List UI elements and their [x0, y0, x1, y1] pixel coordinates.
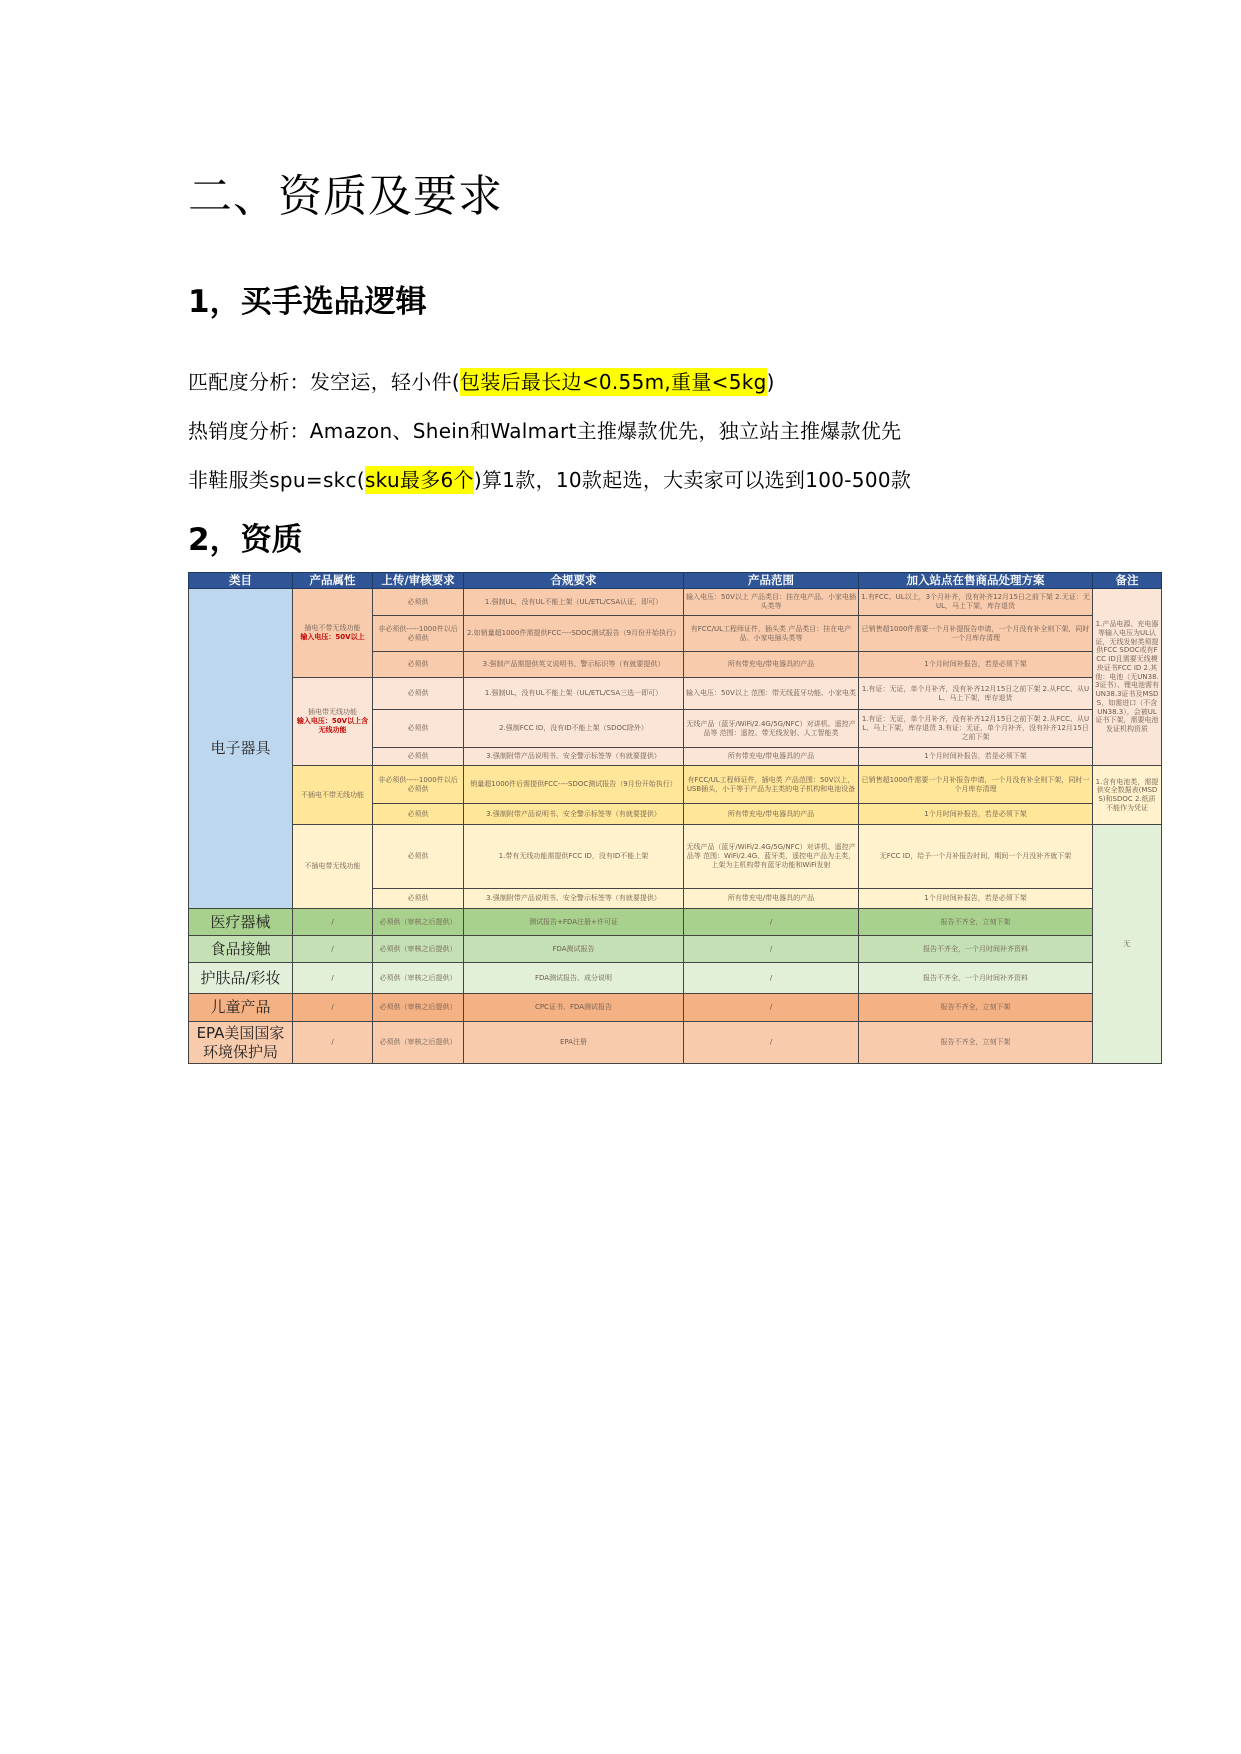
- header-upload-requirement: 上传/审核要求: [373, 573, 464, 589]
- header-handling-plan: 加入站点在售商品处理方案: [859, 573, 1093, 589]
- cell-scope: 输入电压：50V以上 范围：带无线蓝牙功能、小家电类: [684, 678, 859, 710]
- cell-attr: /: [293, 936, 373, 963]
- cell-compliance: 1.强制UL，没有UL不能上架（UL/ETL/CSA三选一即可）: [464, 678, 684, 710]
- paragraph-match-analysis: [188, 366, 775, 395]
- para1-highlight: 包装后最长边<0.55m,重量<5kg: [460, 370, 767, 394]
- cell-plan: 报告不齐全，立刻下架: [859, 994, 1093, 1022]
- cell-requirement: 必须供: [373, 710, 464, 748]
- section-title: 二、资质及要求: [188, 171, 503, 222]
- table-row: [189, 963, 1162, 994]
- attr-plugged-wireless: [293, 678, 373, 766]
- paragraph-sales-analysis: 热销度分析：Amazon、Shein和Walmart主推爆款优先，独立站主推爆款优先: [188, 419, 902, 443]
- cell-compliance: 销量超1000件后需提供FCC----SDOC测试报告（9月份开始执行）: [464, 766, 684, 804]
- para3-pre: 非鞋服类spu=skc(: [188, 468, 365, 492]
- attr-label: 插电带无线功能: [308, 708, 357, 717]
- cell-remark-other: 无: [1093, 825, 1162, 1064]
- cell-requirement: 必须供: [373, 889, 464, 909]
- table-row: [189, 1022, 1162, 1064]
- table-row: [189, 936, 1162, 963]
- cell-scope: /: [684, 994, 859, 1022]
- cell-compliance: 3.强制产品需提供英文说明书、警示标识等（有就要提供）: [464, 652, 684, 678]
- para3-highlight: sku最多6个: [364, 468, 474, 492]
- cell-attr: /: [293, 909, 373, 936]
- table-row: [189, 994, 1162, 1022]
- cell-plan: 1个月时间补报告，若是必须下架: [859, 804, 1093, 825]
- attr-unplugged-wireless: 不插电带无线功能: [293, 825, 373, 909]
- cell-compliance: 测试报告+FDA注册+许可证: [464, 909, 684, 936]
- para3-post: )算1款，10款起选，大卖家可以选到100-500款: [473, 468, 912, 492]
- category-epa: EPA美国国家环境保护局: [189, 1022, 293, 1064]
- cell-attr: /: [293, 994, 373, 1022]
- cell-compliance: CPC证书、FDA测试报告: [464, 994, 684, 1022]
- category-food-contact: 食品接触: [189, 936, 293, 963]
- cell-requirement: 必须供（审核之后提供）: [373, 994, 464, 1022]
- cell-plan: 报告不齐全，一个月时间补齐资料: [859, 936, 1093, 963]
- para1-post: ): [766, 370, 775, 394]
- cell-scope: 所有带充电/带电器具的产品: [684, 889, 859, 909]
- cell-scope: 有FCC/UL工程师证件，插头类 产品类目：挂在电产品、小家电插头类等: [684, 616, 859, 652]
- subheading-qualification: 2，资质: [188, 522, 303, 558]
- table-header-row: [189, 573, 1162, 589]
- cell-plan: 无FCC ID，给予一个月补报告时间，期间一个月没补齐就下架: [859, 825, 1093, 889]
- cell-plan: 1个月时间补报告，若是必须下架: [859, 748, 1093, 766]
- table-row: [189, 678, 1162, 710]
- cell-scope: 无线产品（蓝牙/WiFi/2.4G/5G/NFC）对讲机、遥控产品等 范围：遥控、带无线发射、人工智能类: [684, 710, 859, 748]
- attr-plugged-no-wireless: [293, 589, 373, 678]
- cell-plan: 1.有证：无证，单个月补齐，没有补齐12月15日之前下架 2.从FCC、从UL、马上下架，库存退货: [859, 678, 1093, 710]
- cell-requirement: 必须供: [373, 652, 464, 678]
- cell-compliance: 1.强制UL，没有UL不能上架（UL/ETL/CSA认证，即可）: [464, 589, 684, 616]
- cell-remark-battery: 1.含有电池类，需提供安全数据表(MSDS)和SDOC 2.纸质不能作为凭证: [1093, 766, 1162, 825]
- category-medical: 医疗器械: [189, 909, 293, 936]
- category-cosmetics: 护肤品/彩妆: [189, 963, 293, 994]
- cell-requirement: 必须供（审核之后提供）: [373, 963, 464, 994]
- cell-remark-wired: 1.产品电源、充电器等输入电压为UL认证，无线发射类须提供FCC SDOC或有FCC ID且需要无线模块证书FCC ID 2.其他：电池（无UN38.3证书）、锂电池需有UN38.3证书及MSDS，如需进口（不含UN38.3），会被UL证书下架，需要电池发证机构资质: [1093, 589, 1162, 766]
- cell-scope: 输入电压：50V以上 产品类目：挂在电产品、小家电插头类等: [684, 589, 859, 616]
- cell-attr: /: [293, 963, 373, 994]
- header-attribute: 产品属性: [293, 573, 373, 589]
- cell-requirement: 必须供: [373, 825, 464, 889]
- cell-requirement: 必须供（审核之后提供）: [373, 909, 464, 936]
- cell-requirement: 必须供（审核之后提供）: [373, 1022, 464, 1064]
- cell-compliance: 2.强制FCC ID，没有ID不能上架（SDOC除外）: [464, 710, 684, 748]
- cell-scope: /: [684, 1022, 859, 1064]
- cell-compliance: EPA注册: [464, 1022, 684, 1064]
- cell-compliance: 3.强制附带产品说明书、安全警示标签等（有就要提供）: [464, 748, 684, 766]
- cell-scope: 所有带充电/带电器具的产品: [684, 652, 859, 678]
- category-kids: 儿童产品: [189, 994, 293, 1022]
- cell-attr: /: [293, 1022, 373, 1064]
- header-product-scope: 产品范围: [684, 573, 859, 589]
- cell-plan: 报告不齐全，立刻下架: [859, 1022, 1093, 1064]
- cell-plan: 已销售超1000件需要一个月补提报告申请，一个月没有补全则下架，同时一个月库存清理: [859, 616, 1093, 652]
- cell-compliance: 3.强制附带产品说明书、安全警示标签等（有就要提供）: [464, 804, 684, 825]
- cell-compliance: 3.强制附带产品说明书、安全警示标签等（有就要提供）: [464, 889, 684, 909]
- cell-scope: 无线产品（蓝牙/WiFi/2.4G/5G/NFC）对讲机、遥控产品等 范围：WiFi/2.4G、蓝牙类，遥控电产品为主类，上架为主机构带有蓝牙功能和WiFi发射: [684, 825, 859, 889]
- attr-voltage-note: 输入电压：50V以上含无线功能: [296, 717, 369, 734]
- attr-unplugged-no-wireless: 不插电不带无线功能: [293, 766, 373, 825]
- header-compliance: 合规要求: [464, 573, 684, 589]
- cell-scope: 所有带充电/带电器具的产品: [684, 748, 859, 766]
- para1-pre: 匹配度分析：发空运，轻小件(: [188, 370, 461, 394]
- cell-scope: /: [684, 963, 859, 994]
- cell-plan: 报告不齐全，立刻下架: [859, 909, 1093, 936]
- table-row: [189, 766, 1162, 804]
- header-category: 类目: [189, 573, 293, 589]
- cell-requirement: 必须供: [373, 748, 464, 766]
- cell-scope: /: [684, 936, 859, 963]
- qualification-table: [188, 572, 1162, 1064]
- cell-plan: 1个月时间补报告，若是必须下架: [859, 889, 1093, 909]
- cell-requirement: 非必须供-----1000件以后必须供: [373, 616, 464, 652]
- header-remarks: 备注: [1093, 573, 1162, 589]
- cell-compliance: 1.带有无线功能需提供FCC ID，没有ID不能上架: [464, 825, 684, 889]
- cell-compliance: 2.如销量超1000件需提供FCC----SDOC测试报告（9月份开始执行）: [464, 616, 684, 652]
- cell-plan: 报告不齐全，一个月时间补齐资料: [859, 963, 1093, 994]
- cell-plan: 1个月时间补报告，若是必须下架: [859, 652, 1093, 678]
- cell-requirement: 非必须供-----1000件以后必须供: [373, 766, 464, 804]
- cell-scope: /: [684, 909, 859, 936]
- cell-compliance: FDA测试报告、成分说明: [464, 963, 684, 994]
- cell-requirement: 必须供: [373, 678, 464, 710]
- cell-plan: 1.有FCC、UL以上，3个月补齐，没有补齐12月15日之前下架 2.无证：无UL，马上下架，库存退货: [859, 589, 1093, 616]
- cell-requirement: 必须供: [373, 804, 464, 825]
- table-row: [189, 589, 1162, 616]
- cell-requirement: 必须供: [373, 589, 464, 616]
- cell-plan: 1.有证：无证，单个月补齐，没有补齐12月15日之前下架 2.从FCC、从UL、马上下架，库存退货 3.有证：无证，单个月补齐，没有补齐12月15日之前下架: [859, 710, 1093, 748]
- attr-voltage-note: 输入电压：50V以上: [300, 633, 365, 641]
- category-electronics: 电子器具: [189, 589, 293, 909]
- cell-scope: 有FCC/UL工程师证件，插电类 产品范围：50V以上，USB插头，小于等于产品为主类的电子机构和电池设备: [684, 766, 859, 804]
- table-row: [189, 909, 1162, 936]
- attr-label: 插电不带无线功能: [304, 624, 361, 633]
- paragraph-spu-rule: [188, 464, 911, 493]
- cell-plan: 已销售超1000件需要一个月补报告申请，一个月没有补全则下架，同时一个月库存清理: [859, 766, 1093, 804]
- cell-compliance: FDA测试报告: [464, 936, 684, 963]
- cell-requirement: 必须供（审核之后提供）: [373, 936, 464, 963]
- subheading-selection-logic: 1，买手选品逻辑: [188, 284, 427, 320]
- cell-scope: 所有带充电/带电器具的产品: [684, 804, 859, 825]
- table-row: [189, 825, 1162, 889]
